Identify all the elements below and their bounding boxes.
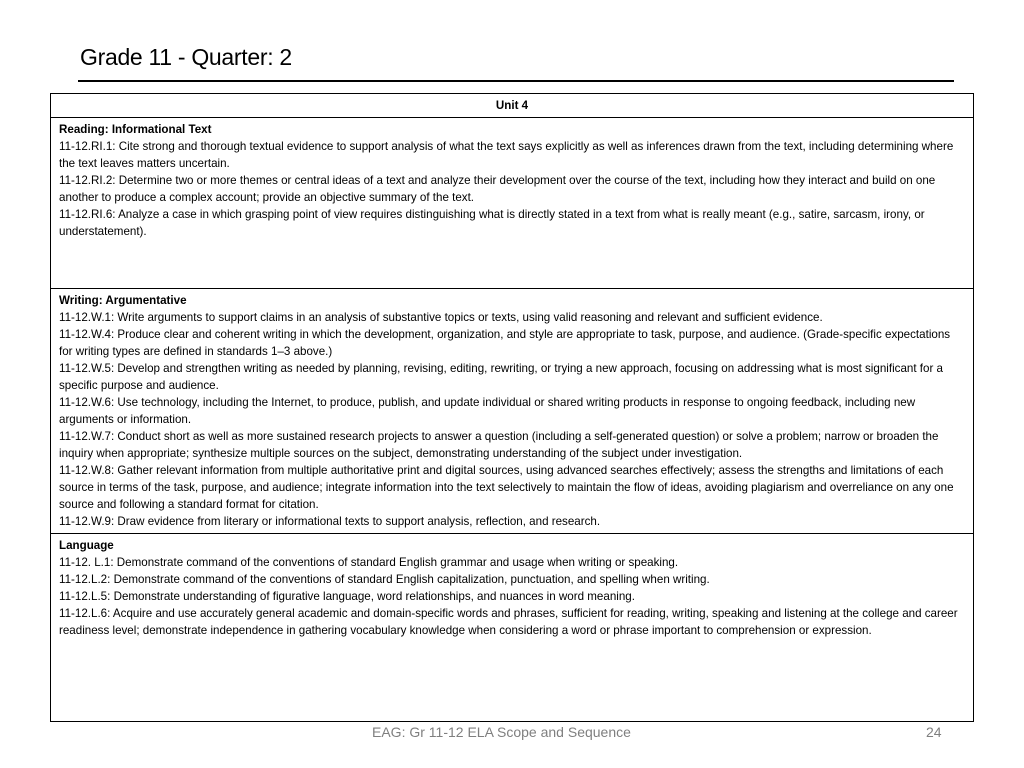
footer-text: EAG: Gr 11-12 ELA Scope and Sequence [372,724,631,740]
reading-section [51,118,974,289]
standard-item: 11-12.W.1: Write arguments to support claims in an analysis of substantive topics or texts, using valid reasoning and relevant and sufficient evidence. [59,311,823,324]
standard-item: 11-12.L.5: Demonstrate understanding of figurative language, word relationships, and nuances in word meaning. [59,590,635,603]
standard-item: 11-12. L.1: Demonstrate command of the conventions of standard English grammar and usage when writing or speaking. [59,556,679,569]
standard-item: 11-12.RI.1: Cite strong and thorough textual evidence to support analysis of what the text says explicitly as well as inferences drawn from the text, including determining where the text leaves matters uncertain. [59,140,954,170]
language-section [51,534,974,722]
standard-item: 11-12.W.7: Conduct short as well as more sustained research projects to answer a question (including a self-generated question) or solve a problem; narrow or broaden the inquiry when appropriate; synthesize multiple sources on the subject, demonstrating understanding of the subject under investigation. [59,430,939,460]
standard-item: 11-12.W.4: Produce clear and coherent writing in which the development, organization, and style are appropriate to task, purpose, and audience. (Grade-specific expectations for writing types are defined in standards 1–3 above.) [59,328,951,358]
slide-title: Grade 11 - Quarter: 2 [80,44,292,70]
standard-item: 11-12.RI.6: Analyze a case in which grasping point of view requires distinguishing what is directly stated in a text from what is really meant (e.g., satire, sarcasm, irony, or understatement). [59,208,925,238]
section-heading: Reading: Informational Text [59,123,212,136]
unit-header-row [51,94,974,118]
standard-item: 11-12.W.5: Develop and strengthen writing as needed by planning, revising, editing, rewriting, or trying a new approach, focusing on addressing what is most significant for a specific purpose and audience. [59,362,943,392]
writing-section [51,289,974,534]
standard-item: 11-12.RI.2: Determine two or more themes or central ideas of a text and analyze their development over the course of the text, including how they interact and build on one another to produce a complex account; provide an objective summary of the text. [59,174,936,204]
reading-row [51,118,974,289]
standard-item: 11-12.L.6: Acquire and use accurately general academic and domain-specific words and phrases, sufficient for reading, writing, speaking and listening at the college and career readiness level; demonstrate independence in gathering vocabulary knowledge when considering a word or phrase important to comprehension or expression. [59,607,958,637]
section-heading: Language [59,539,114,552]
standard-item: 11-12.L.2: Demonstrate command of the conventions of standard English capitalization, punctuation, and spelling when writing. [59,573,710,586]
section-heading: Writing: Argumentative [59,294,187,307]
unit-header: Unit 4 [51,94,974,118]
language-row [51,534,974,722]
scope-table [50,93,974,722]
title-divider [78,80,954,82]
standard-item: 11-12.W.8: Gather relevant information from multiple authoritative print and digital sources, using advanced searches effectively; assess the strengths and limitations of each source in terms of the task, purpose, and audience; integrate information into the text selectively to maintain the flow of ideas, avoiding plagiarism and overreliance on any one source and following a standard format for citation. [59,464,954,511]
standard-item: 11-12.W.6: Use technology, including the Internet, to produce, publish, and update individual or shared writing products in response to ongoing feedback, including new arguments or information. [59,396,916,426]
standard-item: 11-12.W.9: Draw evidence from literary or informational texts to support analysis, reflection, and research. [59,515,601,528]
writing-row [51,289,974,534]
page-number: 24 [926,724,942,740]
